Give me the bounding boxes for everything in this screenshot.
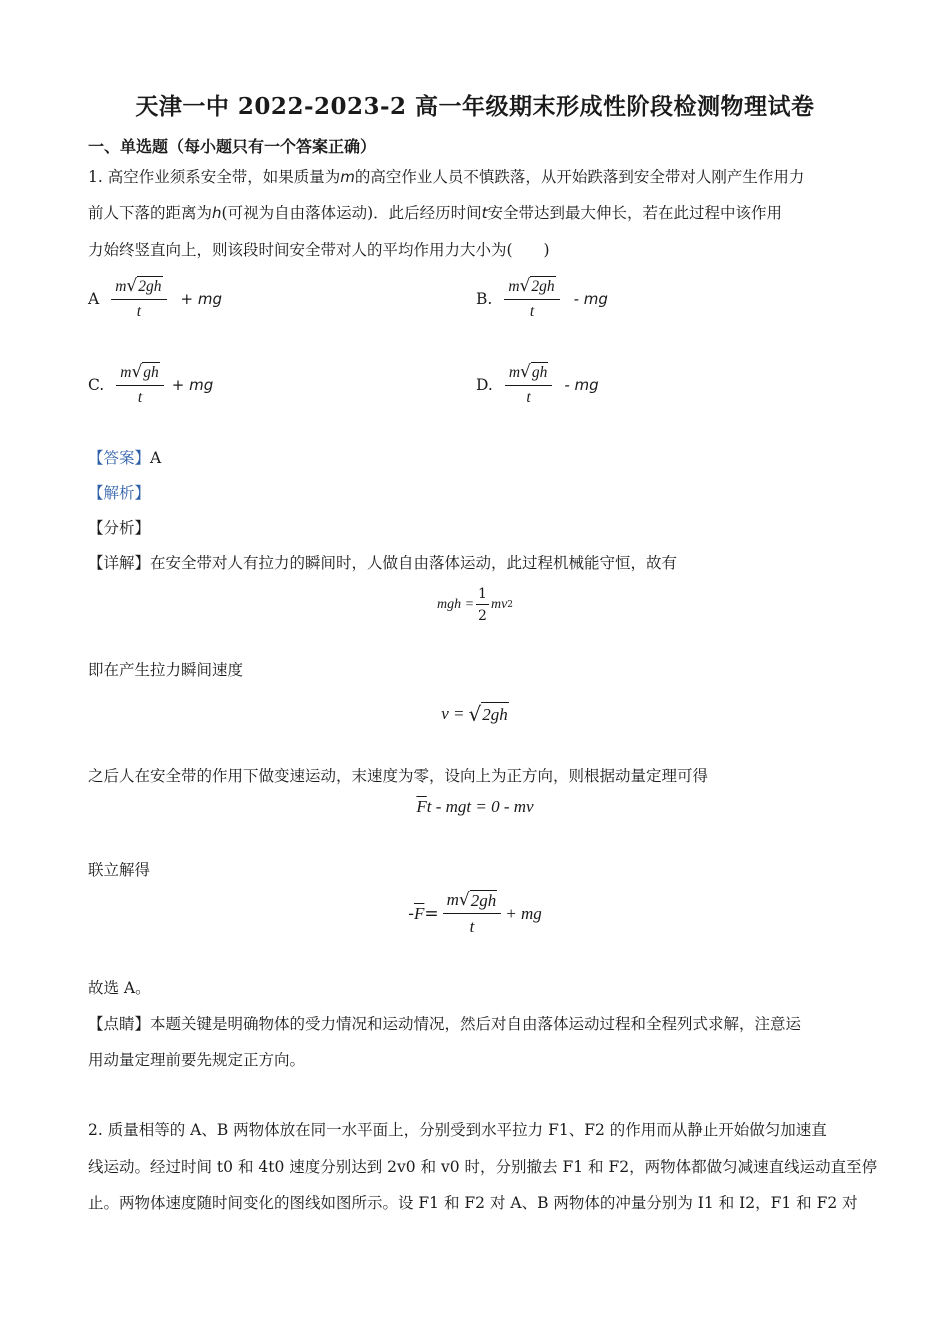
var-h: h xyxy=(212,204,222,222)
equation-energy: mgh = $\frac{1}{2}$ mv 2 xyxy=(436,586,514,624)
fraction: m √ 2gh t xyxy=(504,276,559,321)
dianjing-line-2: 用动量定理前要先规定正方向。 xyxy=(88,1051,306,1069)
option-tail: + mg xyxy=(171,375,214,394)
q2-stem-line-3: 止。两物体速度随时间变化的图线如图所示。设 F1 和 F2 对 A、B 两物体的冲量分别为 I1 和 I2，F1 和 F2 对 xyxy=(88,1194,858,1212)
var-t: t xyxy=(481,204,488,222)
option-label: C. xyxy=(88,375,105,394)
option-d[interactable] xyxy=(476,362,599,407)
fenxi-tag: 【分析】 xyxy=(88,519,151,537)
option-tail: - mg xyxy=(573,289,608,308)
option-tail: - mg xyxy=(564,375,599,394)
dianjing-tag: 【点睛】 xyxy=(88,1015,151,1033)
text-combine: 联立解得 xyxy=(88,861,151,879)
var-m: m xyxy=(340,168,355,186)
option-c[interactable] xyxy=(88,362,213,407)
q1-stem-line-2 xyxy=(88,201,782,223)
option-label: B. xyxy=(476,289,493,308)
q1-text: 的高空作业人员不慎跌落，从开始跌落到安全带对人刚产生作用力 xyxy=(354,168,805,186)
q2-stem-line-1: 2. 质量相等的 A、B 两物体放在同一水平面上，分别受到水平拉力 F1、F2 的作用而从静止开始做匀加速直 xyxy=(88,1121,827,1139)
dianjing-line-1: 【点睛】本题关键是明确物体的受力情况和运动情况，然后对自由落体运动过程和全程列式求解，注意运 xyxy=(88,1015,802,1033)
fraction: m √ gh t xyxy=(505,362,553,407)
text-choose: 故选 A。 xyxy=(88,979,151,997)
q1-text: (可视为自由落体运动)．此后经历时间 xyxy=(221,204,482,222)
equation-momentum: $\overline{F}$ t - mgt = 0 - mv xyxy=(416,797,534,816)
option-label: D. xyxy=(476,375,493,394)
detail-text: 在安全带对人有拉力的瞬间时，人做自由落体运动，此过程机械能守恒，故有 xyxy=(150,554,678,572)
fraction: m √ gh t xyxy=(116,362,164,407)
q1-stem-line-1 xyxy=(88,165,804,187)
q2-stem-line-2: 线运动。经过时间 t0 和 4t0 速度分别达到 2v0 和 v0 时，分别撤去 F1 和 F2，两物体都做匀减速直线运动直至停 xyxy=(88,1158,878,1176)
exam-title: 天津一中 2022-2023-2 高一年级期末形成性阶段检测物理试卷 xyxy=(135,93,815,120)
option-a[interactable] xyxy=(88,276,222,321)
q1-text: 前人下落的距离为 xyxy=(88,204,213,222)
option-b[interactable] xyxy=(476,276,608,321)
equation-result: - $\overline{F}$ = m √ 2gh t + mg xyxy=(408,890,542,936)
equation-velocity: v = √ 2gh xyxy=(441,702,508,726)
answer-line xyxy=(88,446,161,468)
option-label: A xyxy=(88,289,100,308)
option-tail: + mg xyxy=(180,289,222,308)
q1-stem-line-3: 力始终竖直向上，则该段时间安全带对人的平均作用力大小为( ) xyxy=(88,241,550,259)
answer-value: A xyxy=(150,449,162,467)
q1-text: 1. 高空作业须系安全带，如果质量为 xyxy=(88,168,341,186)
fraction: m √ 2gh t xyxy=(111,276,166,321)
section-heading: 一、单选题（每小题只有一个答案正确） xyxy=(88,137,377,156)
analysis-tag: 【解析】 xyxy=(88,484,151,502)
detail-tag: 【详解】 xyxy=(88,554,151,572)
text-velocity-intro: 即在产生拉力瞬间速度 xyxy=(88,661,244,679)
text-momentum-intro: 之后人在安全带的作用下做变速运动，末速度为零，设向上为正方向，则根据动量定理可得 xyxy=(88,767,709,785)
answer-tag: 【答案】 xyxy=(88,449,151,467)
q1-text: 安全带达到最大伸长，若在此过程中该作用 xyxy=(487,204,783,222)
detail-line xyxy=(88,551,677,573)
